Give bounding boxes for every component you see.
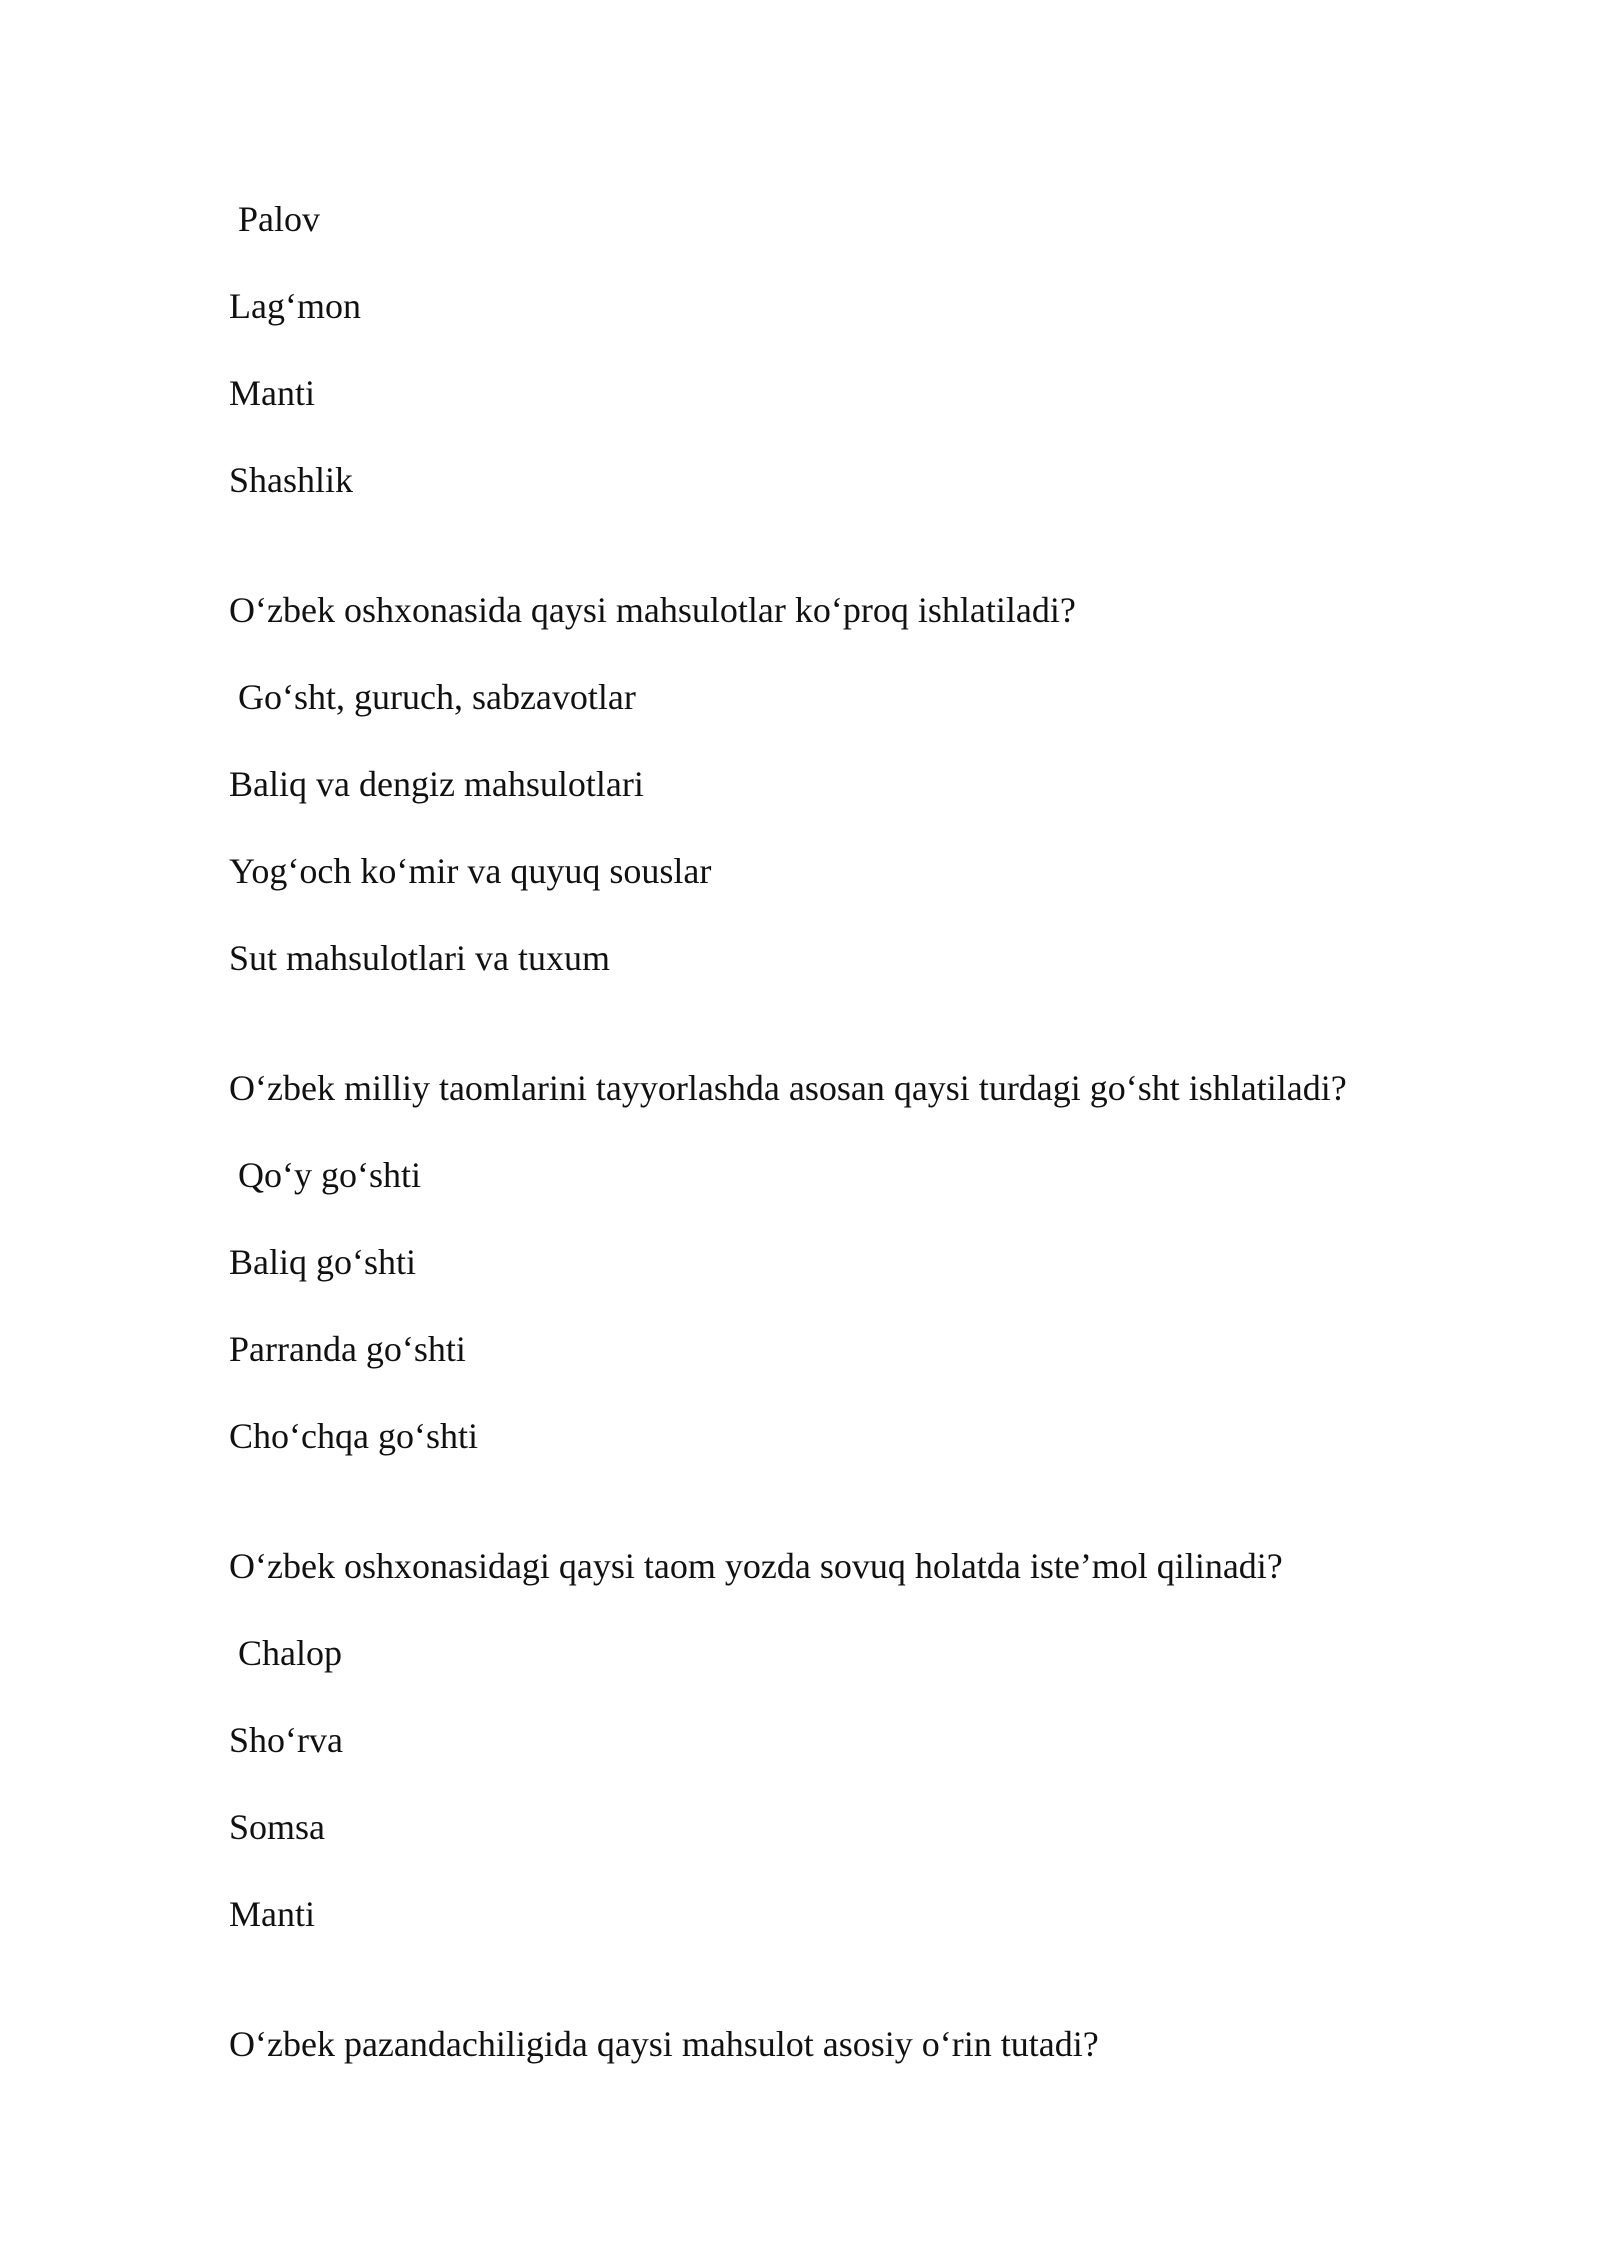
answer-option: Sho‘rva <box>229 1720 343 1760</box>
question-text: O‘zbek pazandachiligida qaysi mahsulot asosiy o‘rin tutadi? <box>229 2024 1099 2064</box>
question-text: O‘zbek oshxonasidagi qaysi taom yozda sovuq holatda iste’mol qilinadi? <box>229 1546 1283 1586</box>
answer-option: Baliq go‘shti <box>229 1242 416 1282</box>
question-text: O‘zbek milliy taomlarini tayyorlashda asosan qaysi turdagi go‘sht ishlatiladi? <box>229 1068 1347 1108</box>
answer-option: Cho‘chqa go‘shti <box>229 1416 478 1456</box>
question-text: O‘zbek oshxonasida qaysi mahsulotlar ko‘proq ishlatiladi? <box>229 590 1076 630</box>
answer-option: Qo‘y go‘shti <box>229 1155 421 1195</box>
answer-option: Chalop <box>229 1633 342 1673</box>
answer-option: Parranda go‘shti <box>229 1329 466 1369</box>
answer-option: Yog‘och ko‘mir va quyuq souslar <box>229 851 712 891</box>
answer-option: Palov <box>229 199 321 239</box>
answer-option: Lag‘mon <box>229 286 361 326</box>
answer-option: Somsa <box>229 1807 326 1847</box>
answer-option: Shashlik <box>229 460 354 500</box>
answer-option: Sut mahsulotlari va tuxum <box>229 938 610 978</box>
answer-option: Go‘sht, guruch, sabzavotlar <box>229 677 636 717</box>
answer-option: Manti <box>229 1894 315 1934</box>
answer-option: Baliq va dengiz mahsulotlari <box>229 764 644 804</box>
answer-option: Manti <box>229 373 315 413</box>
